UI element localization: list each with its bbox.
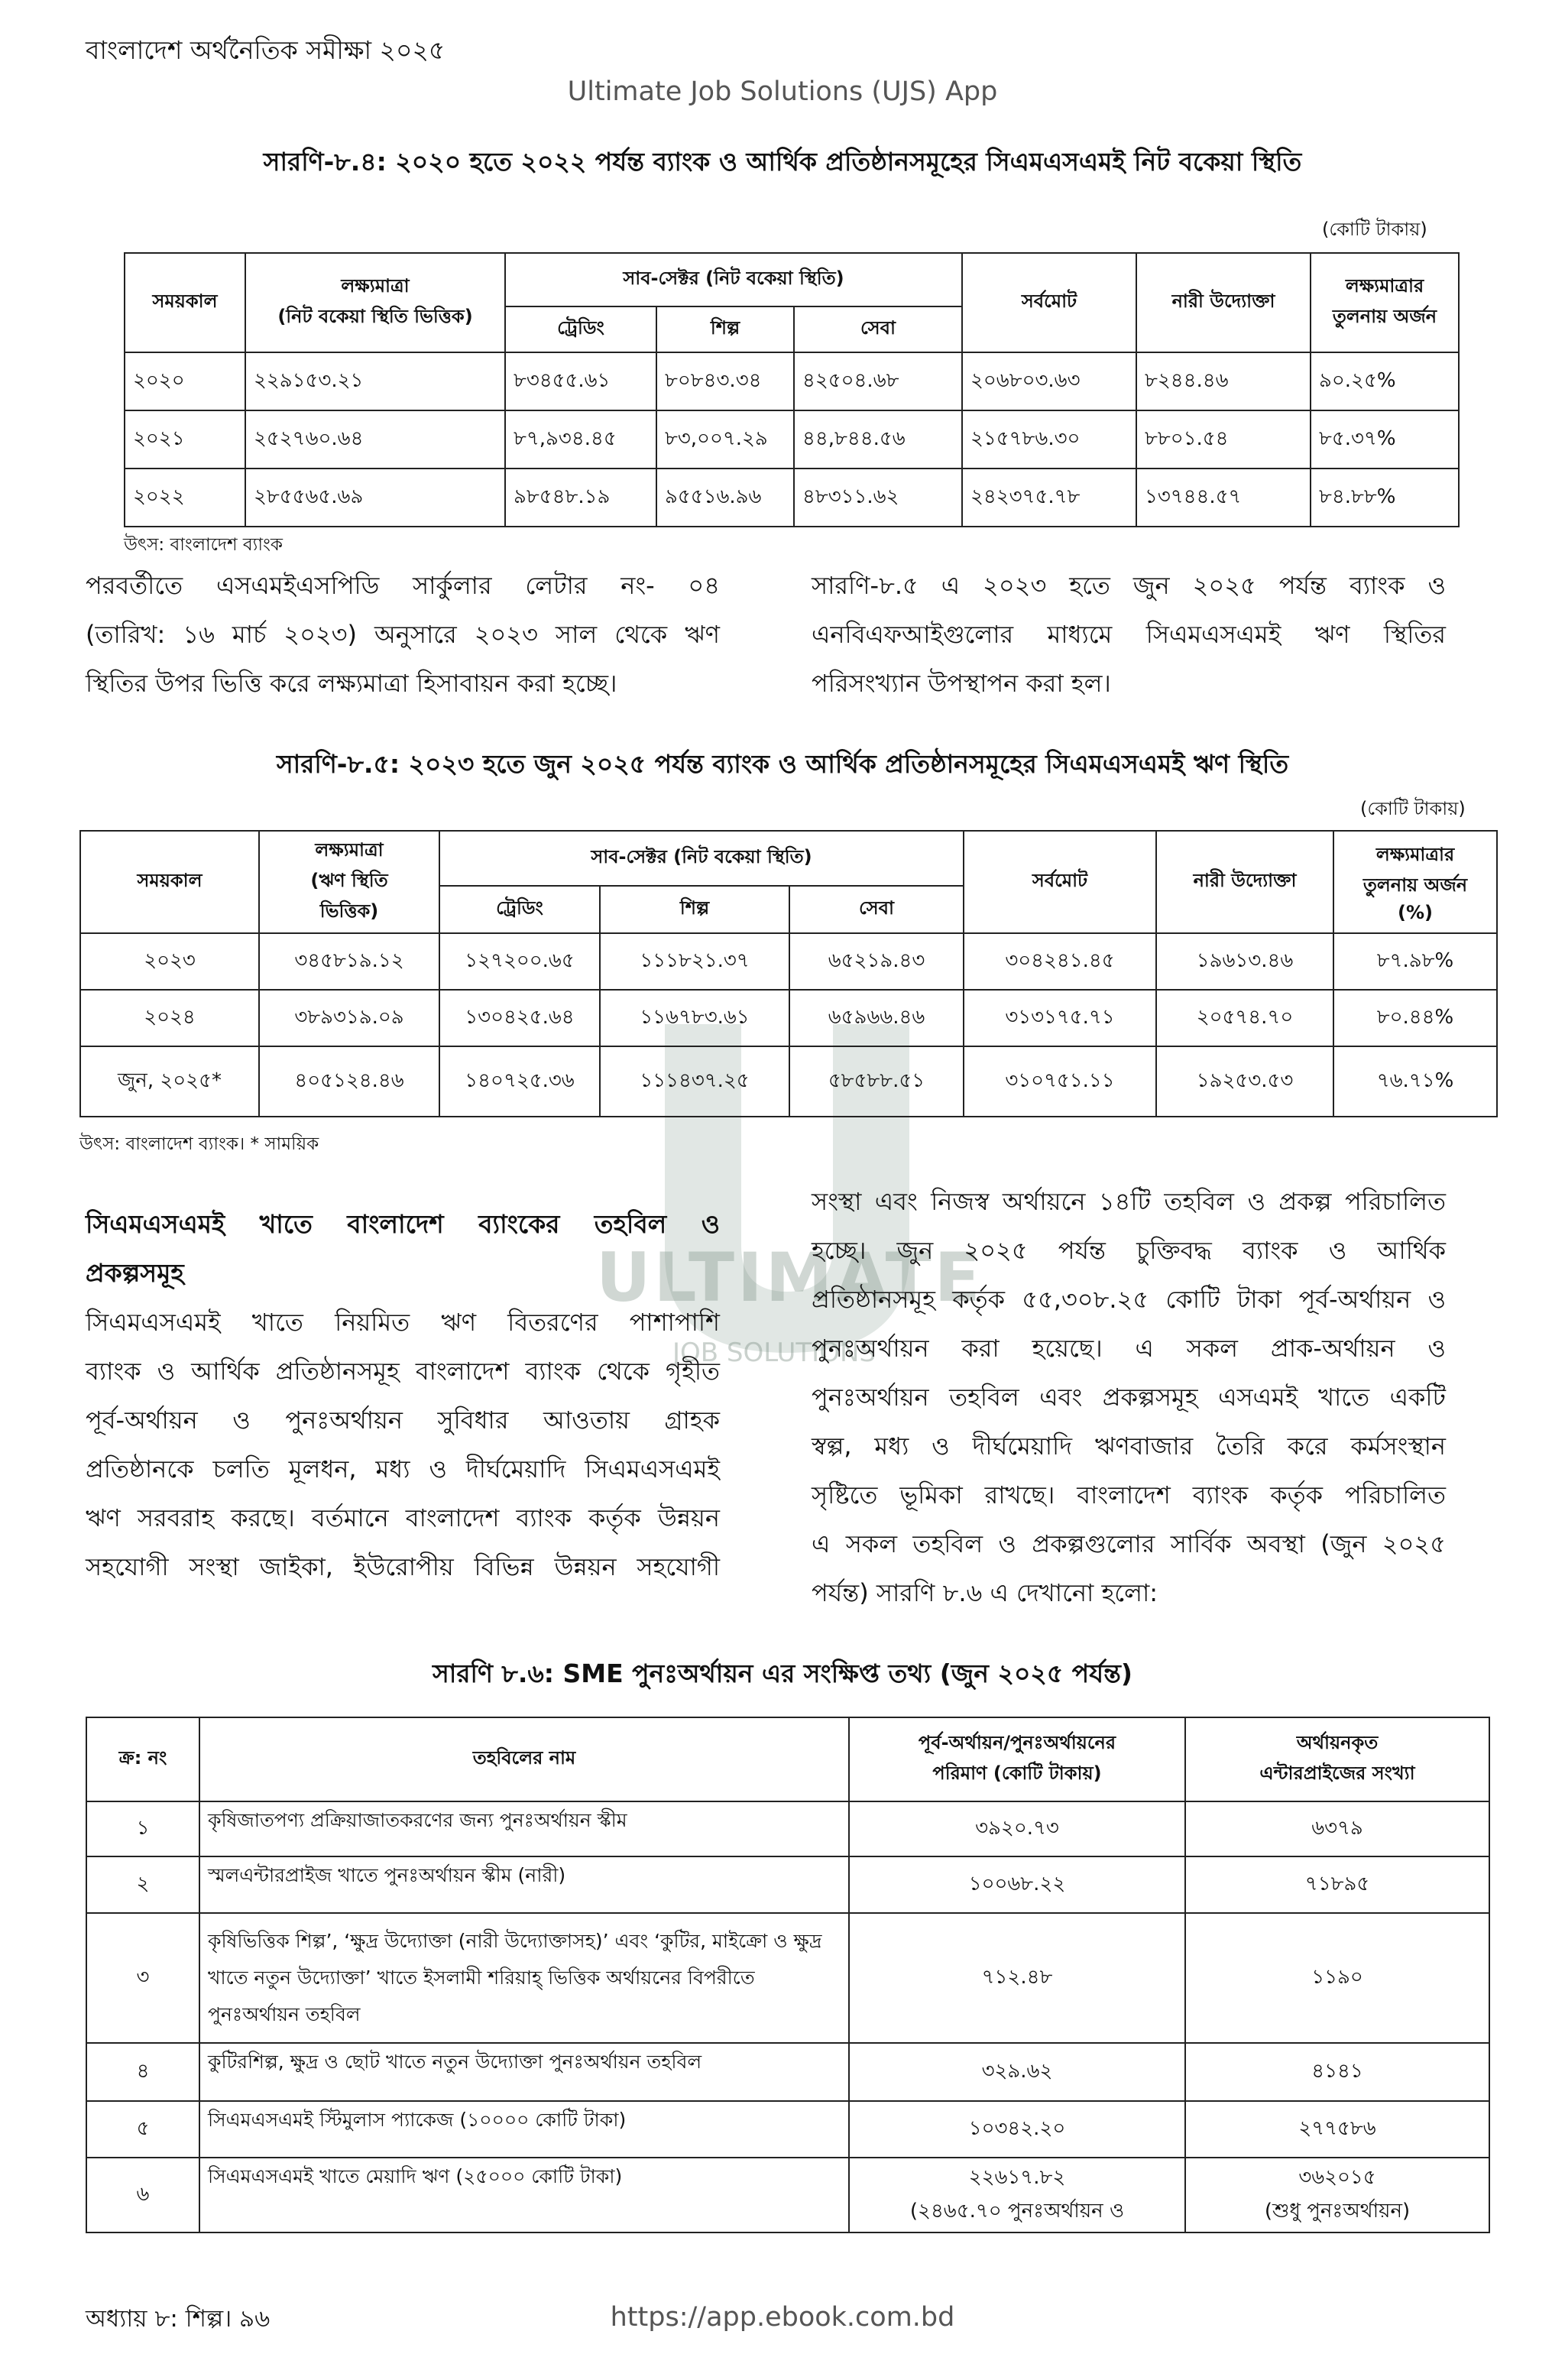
table-row: ৫ সিএমএসএমই স্টিমুলাস প্যাকেজ (১০০০০ কোটি টাকা) ১০৩৪২.২০ ২৭৭৫৮৬: [86, 2101, 1489, 2158]
table1-header-subsector: সাব-সেক্টর (নিট বকেয়া স্থিতি): [505, 253, 962, 306]
table-row: ২০২৪ ৩৮৯৩১৯.০৯ ১৩০৪২৫.৬৪ ১১৬৭৮৩.৬১ ৬৫৯৬৬.৪৬ ৩১৩১৭৫.৭১ ২০৫৭৪.৭০ ৮০.৪৪%: [80, 990, 1497, 1046]
table-row: ৬ সিএমএসএমই খাতে মেয়াদি ঋণ (২৫০০০ কোটি টাকা) ২২৬১৭.৮২ (২৪৬৫.৭০ পুনঃঅর্থায়ন ও ৩৬২০১৫ (শুধু পুনঃঅর্থায়ন): [86, 2158, 1489, 2232]
table2-header-target: লক্ষ্যমাত্রা (ঋণ স্থিতি ভিত্তিক): [259, 831, 439, 933]
table1-header-industry: শিল্প: [656, 306, 794, 352]
table1-source: উৎস: বাংলাদেশ ব্যাংক: [124, 535, 284, 555]
table2-header-total: সর্বমোট: [964, 831, 1156, 933]
table2-header-service: সেবা: [789, 886, 964, 933]
table-row: ৪ কুটিরশিল্প, ক্ষুদ্র ও ছোট খাতে নতুন উদ্যোক্তা পুনঃঅর্থায়ন তহবিল ৩২৯.৬২ ৪১৪১: [86, 2043, 1489, 2101]
table1-header-target: লক্ষ্যমাত্রা (নিট বকেয়া স্থিতি ভিত্তিক): [245, 253, 505, 352]
table-row: ২ স্মলএন্টারপ্রাইজ খাতে পুনঃঅর্থায়ন স্কীম (নারী) ১০০৬৮.২২ ৭১৮৯৫: [86, 1856, 1489, 1913]
table3-caption: সারণি ৮.৬: SME পুনঃঅর্থায়ন এর সংক্ষিপ্ত তথ্য (জুন ২০২৫ পর্যন্ত): [433, 1659, 1132, 1688]
table2-header-period: সময়কাল: [80, 831, 259, 933]
table-row: ১ কৃষিজাতপণ্য প্রক্রিয়াজাতকরণের জন্য পুনঃঅর্থায়ন স্কীম ৩৯২০.৭৩ ৬৩৭৯: [86, 1801, 1489, 1856]
table-row: ২০২১ ২৫২৭৬০.৬৪ ৮৭,৯৩৪.৪৫ ৮৩,০০৭.২৯ ৪৪,৮৪৪.৫৬ ২১৫৭৮৬.৩০ ৮৮০১.৫৪ ৮৫.৩৭%: [125, 410, 1459, 469]
app-name: Ultimate Job Solutions (UJS) App: [567, 76, 998, 107]
table1-header-period: সময়কাল: [125, 253, 245, 352]
table3-header-serial: ক্র: নং: [86, 1717, 199, 1801]
section-left-column: সিএমএসএমই খাতে বাংলাদেশ ব্যাংকের তহবিল ও প্রকল্পসমূহ সিএমএসএমই খাতে নিয়মিত ঋণ বিতরণের পাশাপাশি ব্যাংক ও আর্থিক প্রতিষ্ঠানসমূহ বাংলাদেশ ব্যাংক থেকে গৃহীত পূর্ব-অর্থায়ন ও পুনঃঅর্থায়ন সুবিধার আওতায় গ্রাহক প্রতিষ্ঠানকে চলতি মূলধন, মধ্য ও দীর্ঘমেয়াদি সিএমএসএমই ঋণ সরবরাহ করছে। বর্তমানে বাংলাদেশ ব্যাংক কর্তৃক উন্নয়ন সহযোগী সংস্থা জাইকা, ইউরোপীয় বিভিন্ন উন্নয়ন সহযোগী: [86, 1200, 720, 1591]
table-row: জুন, ২০২৫* ৪০৫১২৪.৪৬ ১৪০৭২৫.৩৬ ১১১৪৩৭.২৫ ৫৮৫৮৮.৫১ ৩১০৭৫১.১১ ১৯২৫৩.৫৩ ৭৬.৭১%: [80, 1046, 1497, 1117]
table-row: ২০২২ ২৮৫৫৬৫.৬৯ ৯৮৫৪৮.১৯ ৯৫৫১৬.৯৬ ৪৮৩১১.৬২ ২৪২৩৭৫.৭৮ ১৩৭৪৪.৫৭ ৮৪.৮৮%: [125, 469, 1459, 527]
paragraph-left-1: পরবর্তীতে এসএমইএসপিডি সার্কুলার লেটার নং- ০৪ (তারিখ: ১৬ মার্চ ২০২৩) অনুসারে ২০২৩ সাল থেকে ঋণ স্থিতির উপর ভিত্তি করে লক্ষ্যমাত্রা হিসাবায়ন করা হচ্ছে।: [86, 571, 720, 698]
paragraph-right-1: সারণি-৮.৫ এ ২০২৩ হতে জুন ২০২৫ পর্যন্ত ব্যাংক ও এনবিএফআইগুলোর মাধ্যমে সিএমএসএমই ঋণ স্থিতির পরিসংখ্যান উপস্থাপন করা হল।: [812, 571, 1446, 698]
table3-header-amount: পূর্ব-অর্থায়ন/পুনঃঅর্থায়নের পরিমাণ (কোটি টাকায়): [849, 1717, 1185, 1801]
table1-unit: (কোটি টাকায়): [1322, 219, 1427, 240]
table-row: ৩ কৃষিভিত্তিক শিল্প’, ‘ক্ষুদ্র উদ্যোক্তা (নারী উদ্যোক্তাসহ)’ এবং ‘কুটির, মাইক্রো ও ক্ষুদ্র খাতে নতুন উদ্যোক্তা’ খাতে ইসলামী শরিয়াহ্ ভিত্তিক অর্থায়নের বিপরীতে পুনঃঅর্থায়ন তহবিল ৭১২.৪৮ ১১৯০: [86, 1913, 1489, 2043]
table3-header-fund-name: তহবিলের নাম: [199, 1717, 849, 1801]
document-title: বাংলাদেশ অর্থনৈতিক সমীক্ষা ২০২৫: [86, 35, 446, 65]
table-row: ২০২৩ ৩৪৫৮১৯.১২ ১২৭২০০.৬৫ ১১১৮২১.৩৭ ৬৫২১৯.৪৩ ৩০৪২৪১.৪৫ ১৯৬১৩.৪৬ ৮৭.৯৮%: [80, 933, 1497, 990]
section-right-column: সংস্থা এবং নিজস্ব অর্থায়নে ১৪টি তহবিল ও প্রকল্প পরিচালিত হচ্ছে। জুন ২০২৫ পর্যন্ত চুক্তিবদ্ধ ব্যাংক ও আর্থিক প্রতিষ্ঠানসমূহ কর্তৃক ৫৫,৩০৮.২৫ কোটি টাকা পূর্ব-অর্থায়ন ও পুনঃঅর্থায়ন করা হয়েছে। এ সকল প্রাক-অর্থায়ন ও পুনঃঅর্থায়ন তহবিল এবং প্রকল্পসমূহ এসএমই খাতে একটি স্বল্প, মধ্য ও দীর্ঘমেয়াদি ঋণবাজার তৈরি করে কর্মসংস্থান সৃষ্টিতে ভূমিকা রাখছে। বাংলাদেশ ব্যাংক কর্তৃক পরিচালিত এ সকল তহবিল ও প্রকল্পগুলোর সার্বিক অবস্থা (জুন ২০২৫ পর্যন্ত) সারণি ৮.৬ এ দেখানো হলো:: [812, 1187, 1446, 1607]
table1-header-achievement: লক্ষ্যমাত্রার তুলনায় অর্জন: [1311, 253, 1459, 352]
footer-url-link[interactable]: https://app.ebook.com.bd: [610, 2302, 955, 2333]
table1-header-women: নারী উদ্যোক্তা: [1136, 253, 1311, 352]
table2-header-industry: শিল্প: [600, 886, 789, 933]
section-heading: সিএমএসএমই খাতে বাংলাদেশ ব্যাংকের তহবিল ও: [86, 1209, 720, 1239]
watermark-title: ULTIMATE: [596, 1238, 983, 1317]
table2-header-subsector: সাব-সেক্টর (নিট বকেয়া স্থিতি): [439, 831, 964, 886]
footer-chapter: অধ্যায় ৮: শিল্প। ৯৬: [86, 2305, 271, 2333]
table1: [124, 252, 1460, 527]
table-row: ২০২০ ২২৯১৫৩.২১ ৮৩৪৫৫.৬১ ৮০৮৪৩.৩৪ ৪২৫০৪.৬৮ ২০৬৮০৩.৬৩ ৮২৪৪.৪৬ ৯০.২৫%: [125, 352, 1459, 410]
table1-caption: সারণি-৮.৪: ২০২০ হতে ২০২২ পর্যন্ত ব্যাংক ও আর্থিক প্রতিষ্ঠানসমূহের সিএমএসএমই নিট বকেয়া স্থিতি: [263, 147, 1302, 177]
watermark-subtitle: JOB SOLUTIONS: [672, 1338, 876, 1368]
table2-caption: সারণি-৮.৫: ২০২৩ হতে জুন ২০২৫ পর্যন্ত ব্যাংক ও আর্থিক প্রতিষ্ঠানসমূহের সিএমএসএমই ঋণ স্থিতি: [276, 749, 1289, 779]
table2-header-women: নারী উদ্যোক্তা: [1156, 831, 1333, 933]
table1-header-service: সেবা: [794, 306, 962, 352]
table2-header-achievement: লক্ষ্যমাত্রার তুলনায় অর্জন (%): [1333, 831, 1497, 933]
table2: [79, 830, 1498, 1117]
table1-header-total: সর্বমোট: [962, 253, 1136, 352]
table1-header-trading: ট্রেডিং: [505, 306, 656, 352]
table2-unit: (কোটি টাকায়): [1360, 798, 1466, 819]
table3-header-count: অর্থায়নকৃত এন্টারপ্রাইজের সংখ্যা: [1185, 1717, 1489, 1801]
table2-source: উৎস: বাংলাদেশ ব্যাংক। * সাময়িক: [79, 1134, 319, 1154]
table3: [86, 1717, 1490, 2233]
table2-header-trading: ট্রেডিং: [439, 886, 600, 933]
